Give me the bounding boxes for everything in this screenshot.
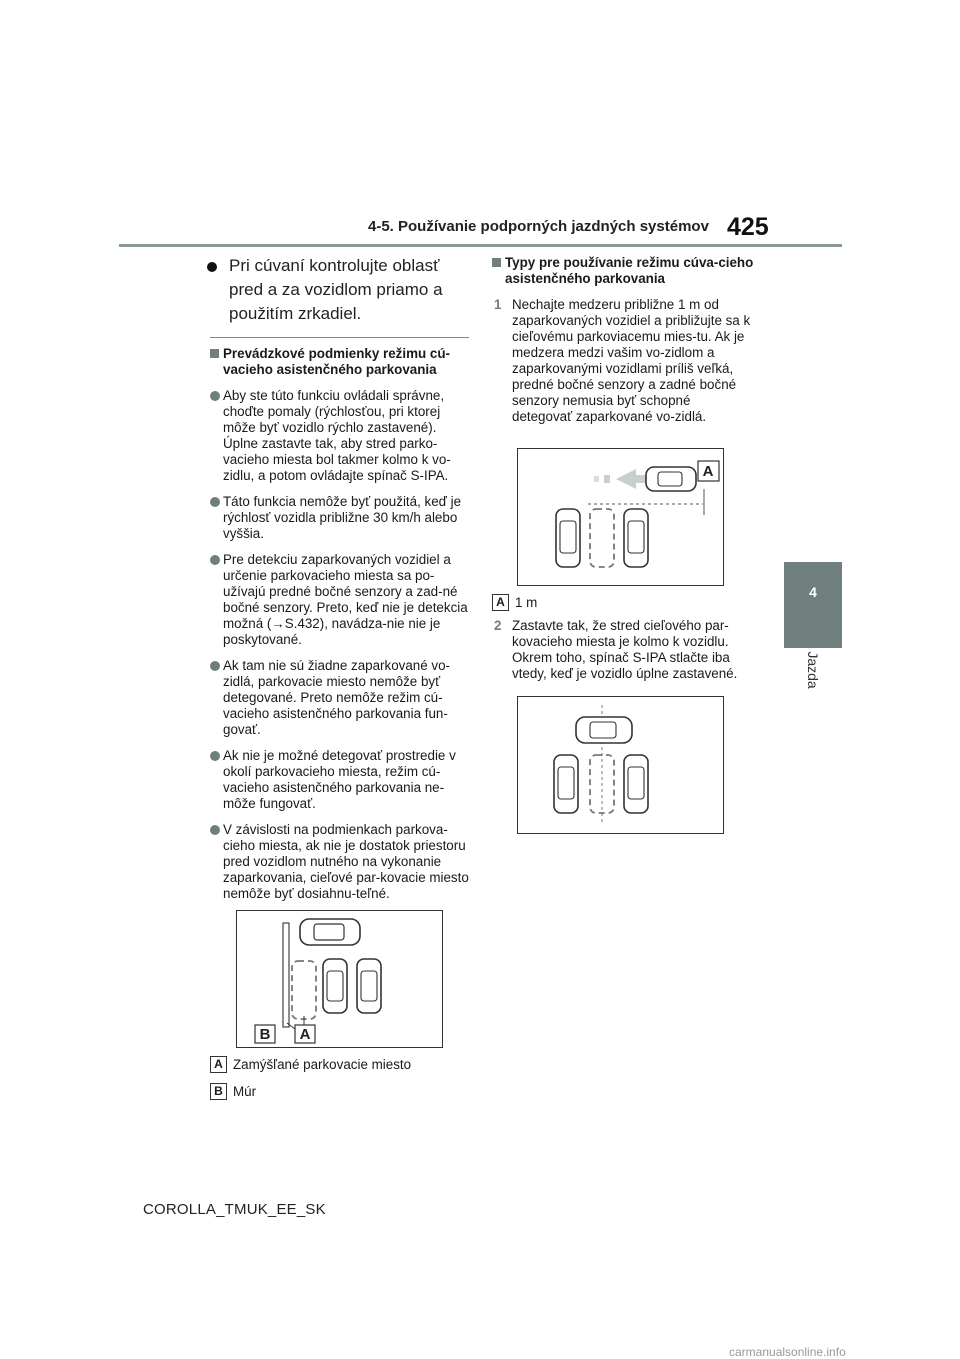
step-number: 1 [494, 297, 502, 312]
stopped-diagram [518, 697, 723, 833]
intro-bullet [207, 254, 469, 326]
stopped-figure [517, 696, 724, 834]
parked-car-icon [323, 959, 347, 1013]
car-top-icon [646, 467, 696, 491]
section-title: 4-5. Používanie podporných jazdných systémov [368, 218, 709, 235]
watermark: carmanualsonline.info [729, 1345, 846, 1359]
page-number: 425 [727, 213, 769, 241]
chapter-label: Jazda [805, 651, 821, 689]
bullet-dot-icon [207, 262, 217, 272]
section-heading-text: Prevádzkové podmienky režimu cú-vacieho asistenčného parkovania [223, 346, 450, 377]
legend-text: Zamýšľané parkovacie miesto [233, 1057, 412, 1072]
step-text: Nechajte medzeru približne 1 m od zaparkovaných vozidiel a približujte sa k cieľovému parkoviacemu mies-tu. Ak je medzera medzi vašim vo-zidlom a zaparkovanými vozidlami príliš veľká, predné bočné senzory a zadné bočné senzory nemusia byť schopné detegovať zaparkované vo-zidlá. [512, 297, 751, 424]
list-item-text: Aby ste túto funkciu ovládali správne, choďte pomaly (rýchlosťou, pri ktorej môže byť vozidlo rýchlo zastavené). Úplne zastavte tak, aby stred parko-vacieho miesta bol takmer kolmo k vo-zidlu, a potom ovládajte spínač S-IPA. [223, 388, 451, 483]
legend-text: 1 m [515, 595, 538, 610]
bullet-dot-icon [210, 555, 220, 565]
list-item-text: Táto funkcia nemôže byť použitá, keď je rýchlosť vozidla približne 30 km/h alebo vyššia. [223, 494, 462, 541]
parked-car-icon [357, 959, 381, 1013]
section-divider [210, 337, 469, 338]
legend-letter: B [210, 1083, 227, 1100]
list-item-text: Pre detekciu zaparkovaných vozidiel a určenie parkovacieho miesta sa po-užívajú predné bočné senzory a zad-né bočné senzory. Preto, keď nie je detekcia možná (→S.432), navádza-nie nie je poskytované. [223, 552, 468, 647]
right-column [492, 255, 754, 435]
bullet-dot-icon [210, 751, 220, 761]
section-heading-text: Typy pre používanie režimu cúva-cieho asistenčného parkovania [505, 255, 754, 286]
list-item [210, 552, 472, 648]
legend-letter: A [210, 1056, 227, 1073]
list-item [210, 658, 472, 738]
step-item [492, 618, 754, 682]
list-item [210, 748, 472, 812]
car-top-icon [576, 717, 632, 743]
intro-bullet-text: Pri cúvaní kontrolujte oblasť pred a za vozidlom priamo a použitím zrkadiel. [229, 256, 443, 323]
list-item-text: Ak nie je možné detegovať prostredie v okolí parkovacieho miesta, režim cú-vacieho asistenčného parkovania ne-môže fungovať. [223, 748, 456, 811]
section-heading [210, 346, 472, 378]
step-number: 2 [494, 618, 502, 633]
square-bullet-icon [210, 349, 219, 358]
bullet-dot-icon [210, 825, 220, 835]
legend-item-a [210, 1056, 411, 1073]
label-a: A [299, 1026, 311, 1043]
approach-figure [517, 448, 724, 586]
legend-letter: A [492, 594, 509, 611]
chapter-number: 4 [809, 584, 817, 600]
parked-car-icon [624, 509, 648, 567]
list-item [210, 494, 472, 542]
legend-item-a [492, 594, 537, 611]
bullet-dot-icon [210, 497, 220, 507]
left-column [210, 346, 472, 912]
list-item [210, 388, 472, 484]
section-heading [492, 255, 754, 287]
parked-car-icon [624, 755, 648, 813]
car-top-icon [300, 919, 360, 945]
parking-wall-diagram [237, 911, 442, 1047]
list-item [210, 822, 472, 902]
wall-shape [283, 923, 289, 1027]
approach-diagram [518, 449, 723, 585]
legend-item-b [210, 1083, 256, 1100]
legend-text: Múr [233, 1084, 257, 1099]
step-item-inner [492, 618, 754, 682]
header-rule [119, 244, 842, 247]
arrow-left-icon [616, 469, 646, 489]
list-item-text: Ak tam nie sú žiadne zaparkované vo-zidlá, parkovacie miesto nemôže byť detegované. Preto nemôže režim cú-vacieho asistenčného parkovania fun-govať. [223, 658, 451, 737]
parking-wall-figure [236, 910, 443, 1048]
parked-car-icon [554, 755, 578, 813]
target-space-outline [590, 509, 614, 567]
label-a: A [702, 463, 714, 480]
step-text: Zastavte tak, že stred cieľového par-kovacieho miesta je kolmo k vozidlu. Okrem toho, spínač S-IPA stlačte iba vtedy, keď je vozidlo úplne zastavené. [512, 618, 738, 681]
label-b: B [259, 1026, 271, 1043]
list-item-text: V závislosti na podmienkach parkova-cieho miesta, ak nie je dostatok priestoru pred vozidlom nutného na vykonanie zaparkovania, cieľové par-kovacie miesto nemôže byť dosiahnu-teľné. [223, 822, 469, 901]
bullet-dot-icon [210, 391, 220, 401]
square-bullet-icon [492, 258, 501, 267]
step-item [492, 297, 754, 425]
parked-car-icon [556, 509, 580, 567]
intended-space-outline [292, 961, 316, 1019]
footer-doc-code: COROLLA_TMUK_EE_SK [143, 1201, 326, 1218]
bullet-dot-icon [210, 661, 220, 671]
